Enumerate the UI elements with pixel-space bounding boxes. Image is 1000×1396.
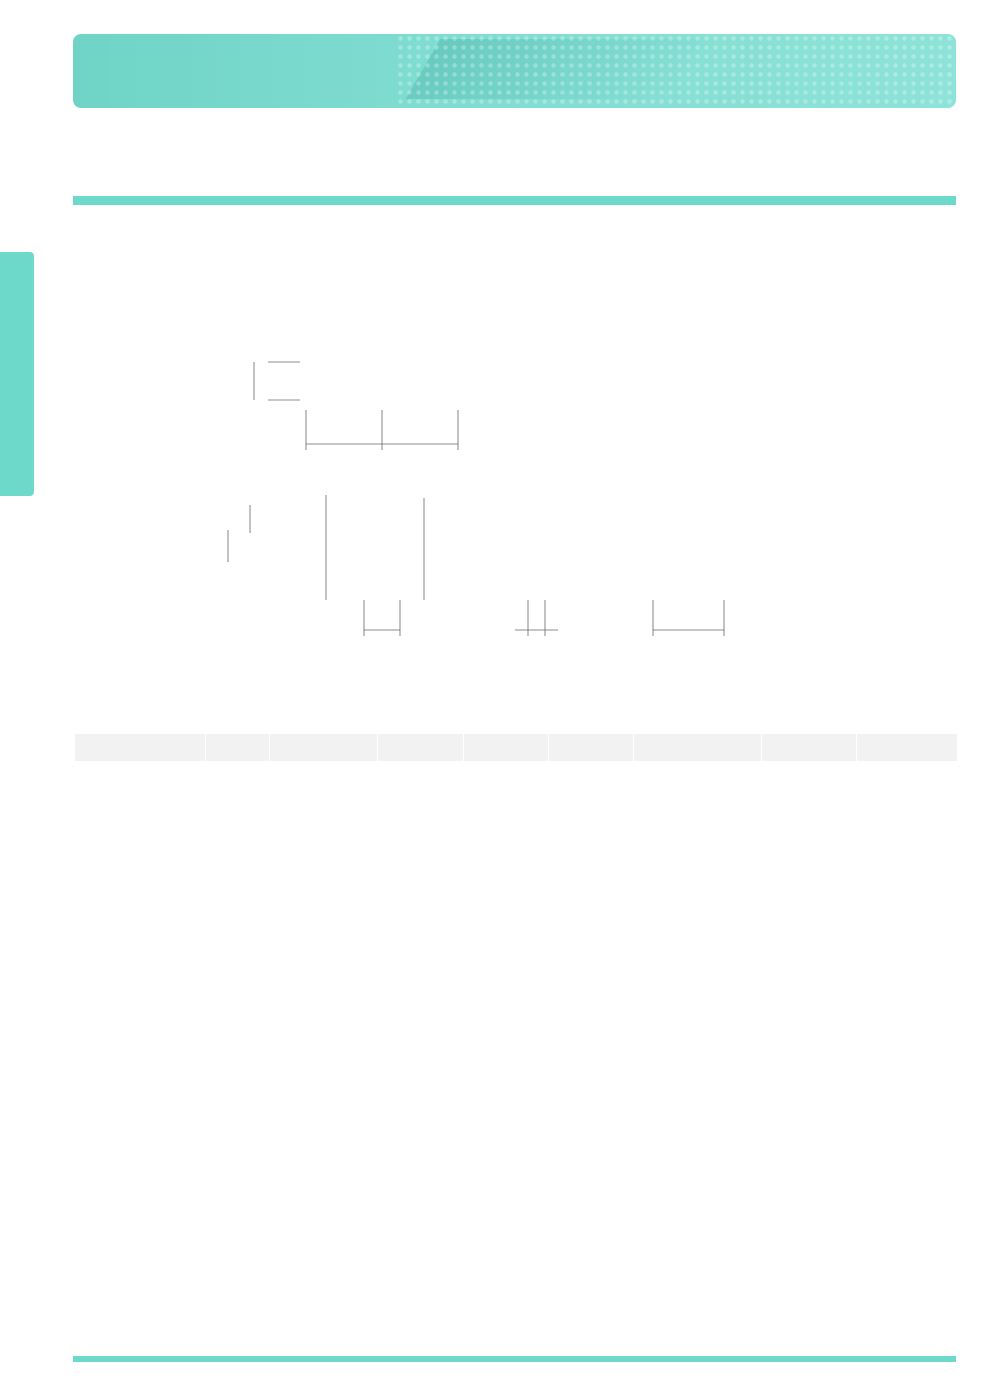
footer-rule <box>73 1356 956 1362</box>
header-row-groups <box>75 734 957 761</box>
spec-table <box>75 734 958 761</box>
group-pin-length <box>548 734 633 761</box>
group-average-strength <box>856 734 957 761</box>
group-ultimate-strength <box>761 734 856 761</box>
dimension-lines <box>228 362 724 636</box>
group-pitch <box>205 734 269 761</box>
group-pin-diameter <box>463 734 548 761</box>
group-roller-diameter <box>269 734 377 761</box>
group-plate-dimension <box>633 734 761 761</box>
group-width <box>377 734 463 761</box>
chain-no-header <box>75 734 205 761</box>
